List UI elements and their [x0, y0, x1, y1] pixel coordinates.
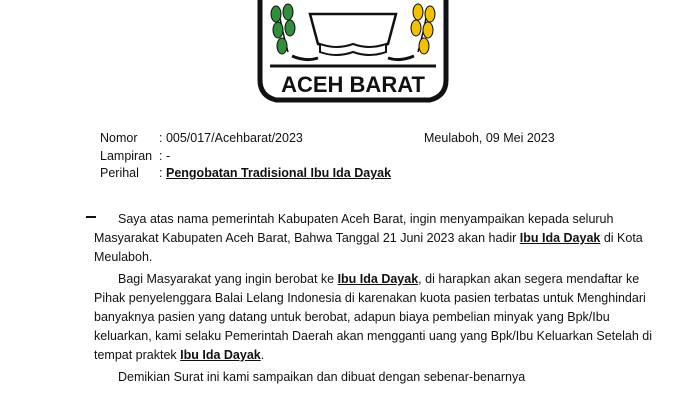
aceh-barat-emblem-logo [248, 0, 458, 104]
logo-text: ACEH BARAT [281, 72, 425, 97]
paragraph-3: Demikian Surat ini kami sampaikan dan dibuat dengan sebenar-benarnya [118, 370, 526, 384]
nomor-value: : 005/017/Acehbarat/2023 [159, 131, 303, 145]
perihal-value [166, 165, 391, 182]
p2-name-emphasis-1: Ibu Ida Dayak [337, 272, 419, 286]
perihal-colon: : [159, 166, 163, 180]
letter-date: Meulaboh, 09 Mei 2023 [424, 131, 555, 145]
p2-text-c: , di harapkan akan segera mendaftar ke Pihak penyelenggara Balai Lelang Indonesia di karenakan kuota pasien terbatas untuk Menghindari banyaknya pasien yang datang untuk berobat, adapun biaya pembelian minyak yang Bpk/Ibu keluarkan, kami selaku Pemerintah Daerah akan mengganti uang yang Bpk/Ibu Keluarkan Setelah di tempat praktek [94, 272, 652, 362]
paragraph-2 [94, 270, 654, 365]
p1-text-c: di Kota Meulaboh. [94, 231, 643, 264]
nomor-label: Nomor [100, 131, 138, 145]
p1-text-a: Saya atas nama pemerintah Kabupaten Aceh Barat, ingin menyampaikan kepada seluruh Masyarakat Kabupaten Aceh Barat, Bahwa Tanggal 21 Juni 2023 akan hadir [94, 212, 614, 245]
paragraph-1 [94, 210, 654, 267]
p2-text-e: . [260, 348, 265, 362]
p2-text-a: Bagi Masyarakat yang ingin berobat ke [118, 272, 338, 286]
lampiran-value: : - [159, 149, 171, 163]
lampiran-label: Lampiran [100, 149, 153, 163]
perihal-label: Perihal [100, 166, 139, 180]
p2-name-emphasis-2: Ibu Ida Dayak [180, 348, 261, 362]
perihal-value-text: Pengobatan Tradisional Ibu Ida Dayak [166, 166, 392, 180]
p1-name-emphasis: Ibu Ida Dayak [519, 231, 601, 245]
